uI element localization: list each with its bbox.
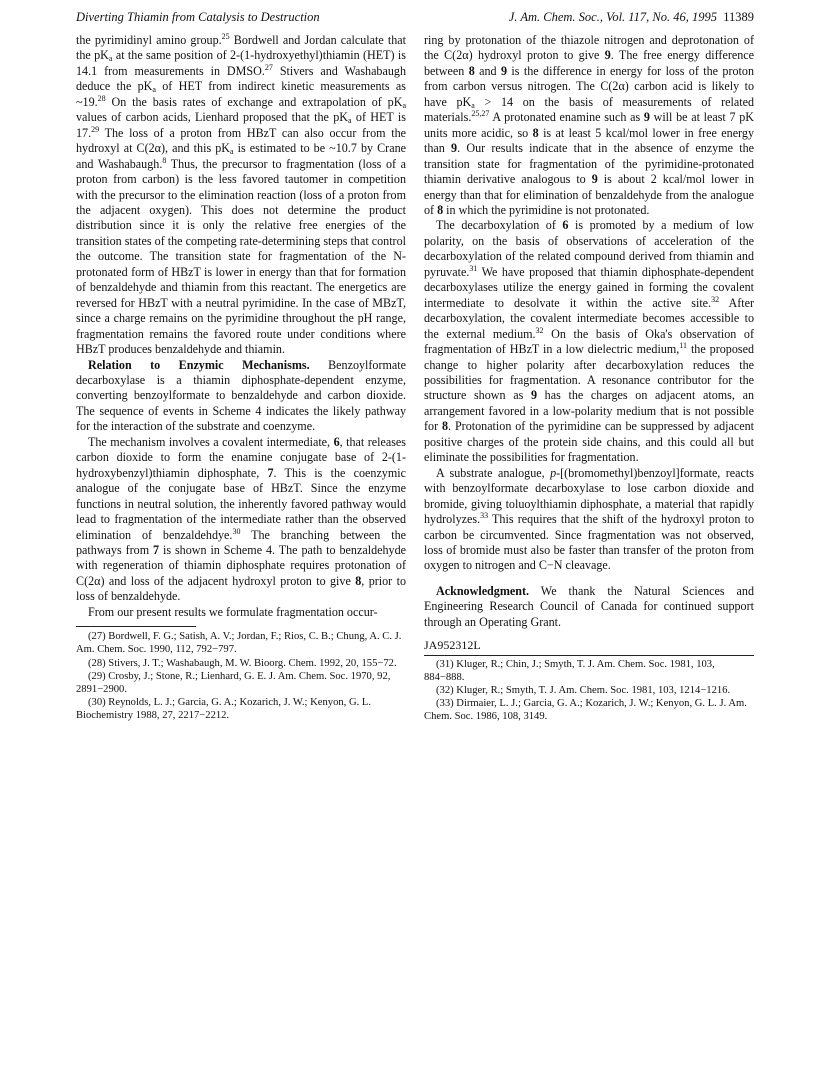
paragraph: The decarboxylation of 6 is promoted by a medium of low polarity, on the basis of observations of acceleration of the decarboxylation of the related compound derived from thiamin and pyruvate.$^{31}$ We have proposed that thiamin diphosphate-dependent decarboxylases utilize the energy gained in forming the covalent intermediate to desolvate it within the active site.$^{32}$ After decarboxylation, the covalent intermediate becomes accessible to the external medium.$^{32}$ On the basis of Oka's observation of fragmentation of HBzT in a low dielectric medium,$^{11}$ the proposed change to higher polarity after decarboxylation reduces the possibilities for fragmentation. A resonance contributor for the structure shown as 9 has the charges on adjacent atoms, an arrangement favored in a low-polarity medium that is not possible for 8. Protonation of the pyrimidine can be suppressed by adjacent positive charges of the protein side chains, and this could all but eliminate the possibilities for fragmentation. — [424, 218, 754, 465]
manuscript-code: JA952312L — [424, 638, 481, 653]
acknowledgment: Acknowledgment. We thank the Natural Sciences and Engineering Research Council of Canada for continued support through an Operating Grant. — [424, 583, 754, 629]
citation-ref: 25 — [221, 32, 230, 41]
footnote: (33) Dirmaier, L. J.; Garcia, G. A.; Kozarich, J. W.; Kenyon, G. L. J. Am. Chem. Soc. 1986, 108, 3149. — [424, 698, 747, 723]
left-column — [76, 33, 406, 723]
section-heading: Relation to Enzymic Mechanisms. — [88, 357, 310, 372]
footnote: (27) Bordwell, F. G.; Satish, A. V.; Jordan, F.; Rios, C. B.; Chung, A. C. J. Am. Chem. Soc. 1990, 112, 792−797. — [76, 631, 402, 656]
footnotes — [76, 630, 406, 722]
citation-ref: 25,27 — [471, 109, 490, 119]
citation-ref: 31 — [469, 263, 478, 273]
paragraph: Relation to Enzymic Mechanisms. Benzoylformate decarboxylase is a thiamin diphosphate-dependent enzyme, converting benzoylformate to benzaldehyde and carbon dioxide. The sequence of events in Scheme 4 indicates the likely pathway for the interaction of the substrate and coenzyme. — [76, 357, 407, 434]
page-number: 11389 — [723, 10, 754, 24]
paragraph: ring by protonation of the thiazole nitrogen and deprotonation of the C(2α) hydroxyl proton to give 9. The free energy difference between 8 and 9 is the difference in energy for loss of the proton from carbon versus nitrogen. The C(2α) carbon acid is likely to have $pK_a > 14$ on the basis of measurements of related materials.$^{25,27}$ A protonated enamine such as 9 will be at least 7 pK units more acidic, so 8 is at least 5 kcal/mol lower in free energy than 9. Our results indicate that in the absence of enzyme the transition state for fragmentation of the pyrimidine-protonated thiamin derivative analogous to 9 is about 2 kcal/mol lower in energy than that for elimination of benzaldehyde from the analogue of 8 in which the pyrimidine is not protonated. — [424, 33, 755, 217]
citation-ref: 30 — [232, 526, 241, 536]
running-header — [76, 10, 754, 32]
acknowledgment-heading: Acknowledgment. — [436, 583, 530, 598]
footnote: (31) Kluger, R.; Chin, J.; Smyth, T. J. Am. Chem. Soc. 1981, 103, 884−888. — [424, 658, 715, 683]
running-title: Diverting Thiamin from Catalysis to Destruction — [76, 10, 320, 24]
footnote-divider — [76, 626, 196, 627]
footnote-divider — [424, 655, 754, 656]
citation-ref: 28 — [97, 93, 106, 103]
citation-ref: 29 — [91, 124, 100, 134]
citation-ref: 27 — [264, 62, 273, 72]
footnotes — [424, 658, 754, 724]
paragraph: the pyrimidinyl amino group.$^{25}$ Bordwell and Jordan calculate that the $pK_a$ at the same position of 2-(1-hydroxyethyl)thiamin (HET) is 14.1 from measurements in DMSO.$^{27}$ Stivers and Washabaugh deduce the $pK_a$ of HET from indirect kinetic measurements as ~19.28 On the basis rates of exchange and extrapolation of $pK_a$ values of carbon acids, Lienhard proposed that the $pK_a$ of HET is 17.29 The loss of a proton from HBzT can also occur from the hydroxyl at C(2α), and this $pK_a$ is estimated to be ~10.7 by Crane and Washabaugh.$^8$ Thus, the precursor to fragmentation (loss of a proton from carbon) is the less favored tautomer in competition with the precursor to the elimination reaction (loss of a proton from the adjacent oxygen). This does not determine the product distribution since it is only the relative free energies of the transition states of the competing rate-determining steps that control the outcome. The transition state for fragmentation of the N-protonated form of HBzT is lower in energy than that for formation of benzaldehyde and thiamin from this reactant. The energetics are reversed for HBzT with a neutral pyrimidine. In the case of MBzT, since a charge remains on the pyrimidine throughout the pH range, fragmentation remains the favored route under conditions where HBzT produces benzaldehyde and thiamin. — [76, 32, 407, 357]
right-column — [424, 33, 754, 724]
footnote: (29) Crosby, J.; Stone, R.; Lienhard, G. E. J. Am. Chem. Soc. 1970, 92, 2891−2900. — [76, 670, 391, 696]
citation-ref: 32 — [535, 325, 544, 335]
journal-citation — [509, 10, 754, 25]
footnote: (32) Kluger, R.; Smyth, T. J. Am. Chem. Soc. 1981, 103, 1214−1216. — [436, 685, 731, 697]
journal-name: J. Am. Chem. Soc., Vol. 117, No. 46, 1995 — [508, 10, 717, 24]
footnote: (30) Reynolds, L. J.; Garcia, G. A.; Kozarich, J. W.; Kenyon, G. L. Biochemistry 1988, 27, 2217−2212. — [76, 697, 372, 722]
citation-ref: 11 — [679, 341, 688, 351]
paragraph: The mechanism involves a covalent intermediate, 6, that releases carbon dioxide to form the enamine conjugate base of 2-(1-hydroxybenzyl)thiamin diphosphate, 7. This is the coenzymic analogue of the conjugate base of HBzT. Since the enzyme functions in neutral solution, the inherently favored pathway would lead to fragmentation of the intermediate rather than the observed elimination of benzaldehdye.$^{30}$ The branching between the pathways from 7 is shown in Scheme 4. The path to benzaldehyde with regeneration of thiamin diphosphate requires protonation of C(2α) and loss of the adjacent hydroxyl proton to give 8, prior to loss of benzaldehyde. — [76, 434, 407, 604]
paragraph: A substrate analogue, p-[(bromomethyl)benzoyl]formate, reacts with benzoylformate decarboxylase to lose carbon dioxide and bromide, giving toluoylthiamin diphosphate, a material that rapidly hydrolyzes.$^{33}$ This requires that the shift of the hydroxyl proton to carbon be circumvented. Since fragmentation was not observed, loss of bromide must also be faster than transfer of the proton from oxygen to nitrogen and C−N cleavage. — [424, 465, 754, 573]
citation-ref: 32 — [711, 294, 720, 304]
paragraph: From our present results we formulate fragmentation occur- — [88, 604, 378, 619]
citation-ref: 33 — [480, 511, 489, 521]
footnote: (28) Stivers, J. T.; Washabaugh, M. W. Bioorg. Chem. 1992, 20, 155−72. — [88, 657, 397, 669]
citation-ref: 8 — [162, 155, 167, 165]
